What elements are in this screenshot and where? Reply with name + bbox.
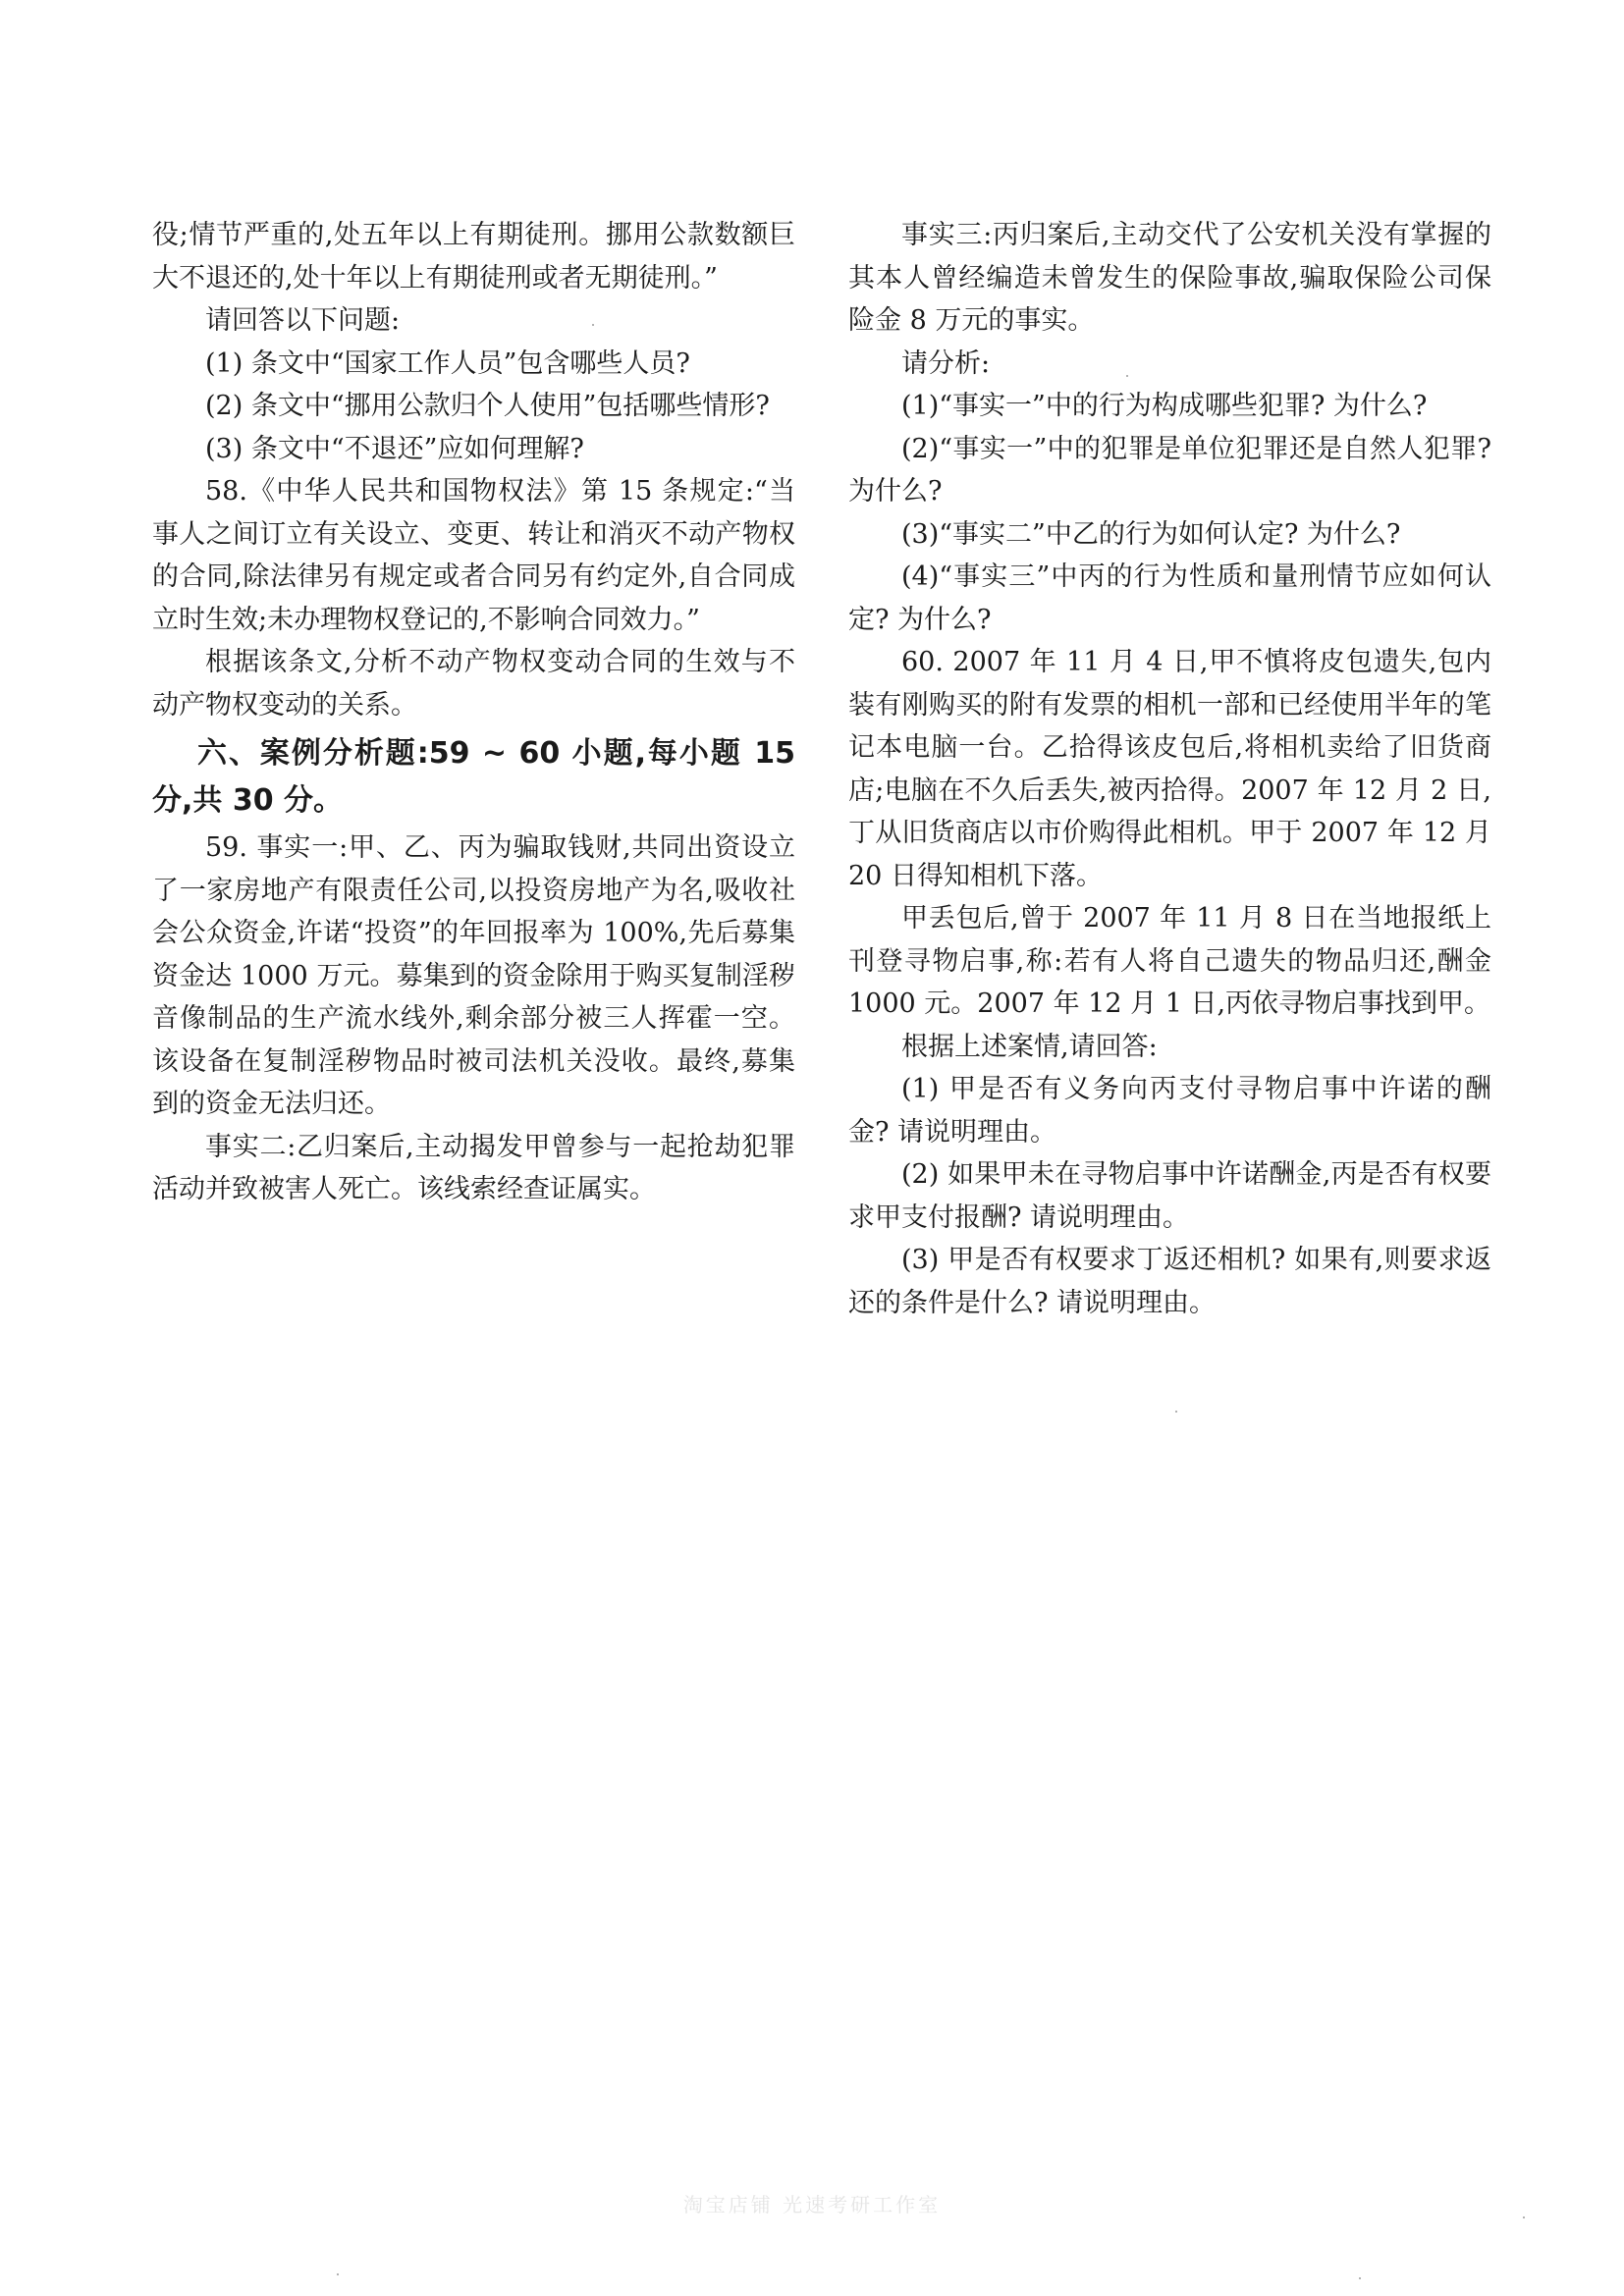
scan-speck bbox=[1523, 2216, 1525, 2218]
analysis-item-1: (1)“事实一”中的行为构成哪些犯罪? 为什么? bbox=[901, 391, 1428, 421]
scan-speck bbox=[592, 324, 594, 326]
question-60-notice: 甲丢包后,曾于 2007 年 11 月 8 日在当地报纸上刊登寻物启事,称:若有人将自己遗失的物品归还,酬金 1000 元。2007 年 12 月 1 日,丙依寻物启事找到甲。 bbox=[848, 903, 1491, 1019]
question-58-task: 根据该条文,分析不动产物权变动合同的生效与不动产物权变动的关系。 bbox=[152, 647, 795, 721]
question-58: 58.《中华人民共和国物权法》第 15 条规定:“当事人之间订立有关设立、变更、转让和消灭不动产物权的合同,除法律另有规定或者合同另有约定外,自合同成立时生效;未办理物权登记的,不影响合同效力。” bbox=[152, 476, 795, 635]
footer-watermark: 淘宝店铺 光速考研工作室 bbox=[682, 2193, 942, 2216]
scan-speck bbox=[1359, 2277, 1361, 2279]
scan-speck bbox=[337, 2273, 339, 2275]
analysis-prompt: 请分析: bbox=[901, 347, 991, 379]
answer-item-1: (1) 甲是否有义务向丙支付寻物启事中许诺的酬金? 请说明理由。 bbox=[848, 1074, 1491, 1148]
analysis-item-2: (2)“事实一”中的犯罪是单位犯罪还是自然人犯罪? 为什么? bbox=[848, 433, 1491, 507]
question-60-case: 60. 2007 年 11 月 4 日,甲不慎将皮包遗失,包内装有刚购买的附有发票的相机一部和已经使用半年的笔记本电脑一台。乙拾得该皮包后,将相机卖给了旧货商店;电脑在不久后丢失,被丙拾得。2007 年 12 月 2 日,丁从旧货商店以市价购得此相机。甲于 2007 年 12 月 20 日得知相机下落。 bbox=[848, 647, 1491, 891]
question-item-3: (3) 条文中“不退还”应如何理解? bbox=[205, 433, 584, 464]
question-item-2: (2) 条文中“挪用公款归个人使用”包括哪些情形? bbox=[205, 391, 770, 421]
left-column bbox=[152, 214, 795, 1211]
scan-speck bbox=[1175, 1411, 1177, 1413]
section-heading: 六、案例分析题:59 ~ 60 小题,每小题 15 分,共 30 分。 bbox=[152, 736, 795, 818]
question-59-fact-3: 事实三:丙归案后,主动交代了公安机关没有掌握的其本人曾经编造未曾发生的保险事故,骗取保险公司保险金 8 万元的事实。 bbox=[848, 220, 1491, 336]
question-prompt: 请回答以下问题: bbox=[205, 305, 401, 336]
analysis-item-4: (4)“事实三”中丙的行为性质和量刑情节应如何认定? 为什么? bbox=[848, 561, 1491, 635]
paragraph-continuation: 役;情节严重的,处五年以上有期徒刑。挪用公款数额巨大不退还的,处十年以上有期徒刑或者无期徒刑。” bbox=[152, 220, 795, 294]
scan-speck bbox=[1126, 375, 1128, 377]
question-item-1: (1) 条文中“国家工作人员”包含哪些人员? bbox=[205, 347, 690, 379]
answer-prompt: 根据上述案情,请回答: bbox=[901, 1031, 1158, 1062]
question-59-fact-1: 59. 事实一:甲、乙、丙为骗取钱财,共同出资设立了一家房地产有限责任公司,以投资房地产为名,吸收社会公众资金,许诺“投资”的年回报率为 100%,先后募集资金达 1000 万元。募集到的资金除用于购买复制淫秽音像制品的生产流水线外,剩余部分被三人挥霍一空。该设备在复制淫秽物品时被司法机关没收。最终,募集到的资金无法归还。 bbox=[152, 832, 795, 1119]
analysis-item-3: (3)“事实二”中乙的行为如何认定? 为什么? bbox=[901, 518, 1401, 550]
right-column bbox=[848, 214, 1491, 1324]
question-59-fact-2: 事实二:乙归案后,主动揭发甲曾参与一起抢劫犯罪活动并致被害人死亡。该线索经查证属实。 bbox=[152, 1131, 795, 1204]
answer-item-3: (3) 甲是否有权要求丁返还相机? 如果有,则要求返还的条件是什么? 请说明理由。 bbox=[848, 1245, 1491, 1318]
answer-item-2: (2) 如果甲未在寻物启事中许诺酬金,丙是否有权要求甲支付报酬? 请说明理由。 bbox=[848, 1159, 1491, 1233]
